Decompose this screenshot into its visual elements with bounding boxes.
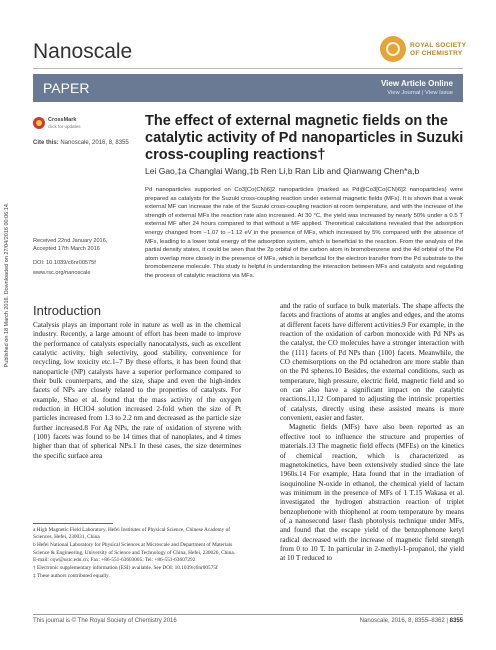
rsc-seal-icon — [380, 36, 406, 62]
section-heading: Introduction — [33, 303, 101, 318]
footnotes — [33, 527, 241, 581]
header-divider — [33, 68, 463, 69]
article-title: The effect of external magnetic fields on the catalytic activity of Pd nanoparticles in Suzuki cross-coupling reactions† — [145, 113, 464, 163]
paragraph: and the ratio of surface to bulk materials. The shape affects the facets and fractions of atoms at angles and edges, and the atoms at different facets have different activities.9 For example, in the reaction of the oxidation of carbon monoxide with Pd NPs as the catalyst, the CO molecules have a stronger interaction with the {111} facets of Pd NPs than {100} facets. Meanwhile, the CO chemisorptions on the Pd octahedron are more stable than on the Pd spheres.10 Besides, the external conditions, such as temperature, high pressure, electric field, magnetic field and so on can also have a significant impact on the catalytic reactions.11,12 Compared to adjusting the intrinsic properties of catalysts, directly using these assisted means is more convenient, easier and faster. — [280, 302, 464, 423]
cite-line: Cite this: Nanoscale, 2016, 8, 8355 — [33, 140, 129, 146]
crossmark-label: CrossMark — [48, 117, 77, 123]
logo-line-1: ROYAL SOCIETY — [410, 42, 467, 49]
logo-line-2: OF CHEMISTRY — [410, 50, 463, 57]
article-type-band — [33, 74, 463, 102]
crossmark-icon — [33, 117, 45, 129]
paragraph: Catalysis plays an important role in nature as well as in the chemical industry. Recently, a large amount of effort has been made to improve the performance of catalysts especially nanocatalysts, such as excellent catalytic activity, high selectivity, good stability, convenience for recycling, low toxicity etc.1–7 By these efforts, it has been found that nanoparticle (NP) catalysts have a superior performance compared to their bulk counterparts, and the size, shape and even the high-index facets of NPs are closely related to the properties of catalysts. For example, Shao et al. found that the mass activity of the oxygen reduction in HClO4 solution increased 2-fold when the size of Pt particles increased from 1.3 to 2.2 nm and decreased as the particle size further increased.8 For Ag NPs, the rate of oxidation of styrene with {100} facets was found to be 14 times that of nanoplates, and 4 times higher than that of spherical NPs.1 In these cases, the size determines the specific surface area — [33, 321, 241, 460]
journal-name: Nanoscale — [33, 40, 133, 63]
left-column — [33, 321, 241, 461]
footnote: a High Magnetic Field Laboratory, Hefei Institutes of Physical Science, Chinese Academy of Sciences, Hefei, 230031, China — [33, 527, 231, 541]
journal-issue-links[interactable]: View Journal | View Issue — [387, 90, 453, 96]
article-type-label: PAPER — [43, 80, 90, 96]
footer-divider — [33, 614, 463, 615]
download-note: Published on 18 March 2016. Downloaded on 27/04/2016 00:06:14. — [4, 202, 10, 368]
copyright-footer: This journal is © The Royal Society of Chemistry 2016 — [33, 618, 177, 624]
journal-website-link[interactable]: www.rsc.org/nanoscale — [33, 270, 91, 276]
right-column — [280, 302, 464, 564]
crossmark-sub: click for updates — [48, 124, 81, 129]
received-info: Received 22nd January 2016, Accepted 17th March 2016 DOI: 10.1039/c6nr00575f — [33, 237, 138, 268]
abstract: Pd nanoparticles supported on Co3[Co(CN)6]2 nanoparticles (marked as Pd@Co3[Co(CN)6]2 nanoparticles) were prepared as catalysts for the Suzuki cross-coupling reaction under external magnetic fields (MFs). It is shown that a weak external MF can increase the rate of the Suzuki cross-coupling reaction at room temperature, and with the increase of the strength of external MFs the reaction rate also increased. At 30 °C, the yield was increased by nearly 50% under a 0.5 T external MF after 24 hours compared to that without a MF applied. Theoretical calculations revealed that the adsorption energy changed from −1.07 to −1.12 eV in the presence of MFs, which increased by 5% compared with the absence of MFs, leading to a lower total energy of the adsorption system, which is beneficial to the reaction. From the analysis of the partial density states, it could be seen that the 2p orbital of the carbon atom in bromobenzene and the 4d orbital of the Pd atom overlap more closely in the presence of MFs, which is beneficial for the electron transfer from the Pd substrate to the bromobenzene molecule. This study is helpful in understanding the interaction between MFs and catalysts and regulating the process of catalytic reactions via MFs. — [145, 187, 463, 279]
view-article-online-link[interactable]: View Article Online — [380, 79, 453, 88]
author-list: Lei Gao,‡a Changlai Wang,‡b Ren Li,b Ran Lib and Qianwang Chen*a,b — [145, 166, 420, 176]
footnote: † Electronic supplementary information (ESI) available. See DOI: 10.1039/c6nr00575f — [33, 565, 218, 572]
publisher-logo — [380, 36, 470, 66]
page-footer: Nanoscale, 2016, 8, 8355–8362 | 8355 — [359, 618, 463, 624]
footnote: b Hefei National Laboratory for Physical Sciences at Microscale and Department of Materials Science & Engineering, University of Science and Technology of China, Hefei, 230026, China. E-mail: cqw@ustc.edu.cn; Fax: +86-551-63603005; Tel: +86-551-63607292 — [33, 542, 236, 563]
doi[interactable]: DOI: 10.1039/c6nr00575f — [33, 260, 96, 267]
crossmark-badge[interactable] — [33, 117, 103, 131]
paragraph: Magnetic fields (MFs) have also been reported as an effective tool to influence the structure and properties of materials.13 The magnetic field effects (MFEs) on the kinetics of chemical reaction, which is characterized as magnetokinetics, have been extensively studied since the late 1960s.14 For example, Hata found that in the irradiation of isoquinoline N-oxide in ethanol, the chemical yield of lactam was minimum in the presence of MFs of 1 T.15 Wakasa et al. investigated the hydrogen abstraction reaction of triplet benzophenone with thiophenol at room temperature by means of a nanosecond laser flash photolysis technique under MFs, and found that the escape yield of the benzophenone ketyl radical decreased with the increase of magnetic field strength from 0 to 10 T. In particular in 2-methyl-1-propanol, the yield at 10 T reduced to — [280, 423, 464, 563]
footnote-divider — [33, 523, 113, 524]
page-number: 8355 — [449, 618, 463, 624]
footnote: ‡ These authors contributed equally. — [33, 573, 110, 580]
